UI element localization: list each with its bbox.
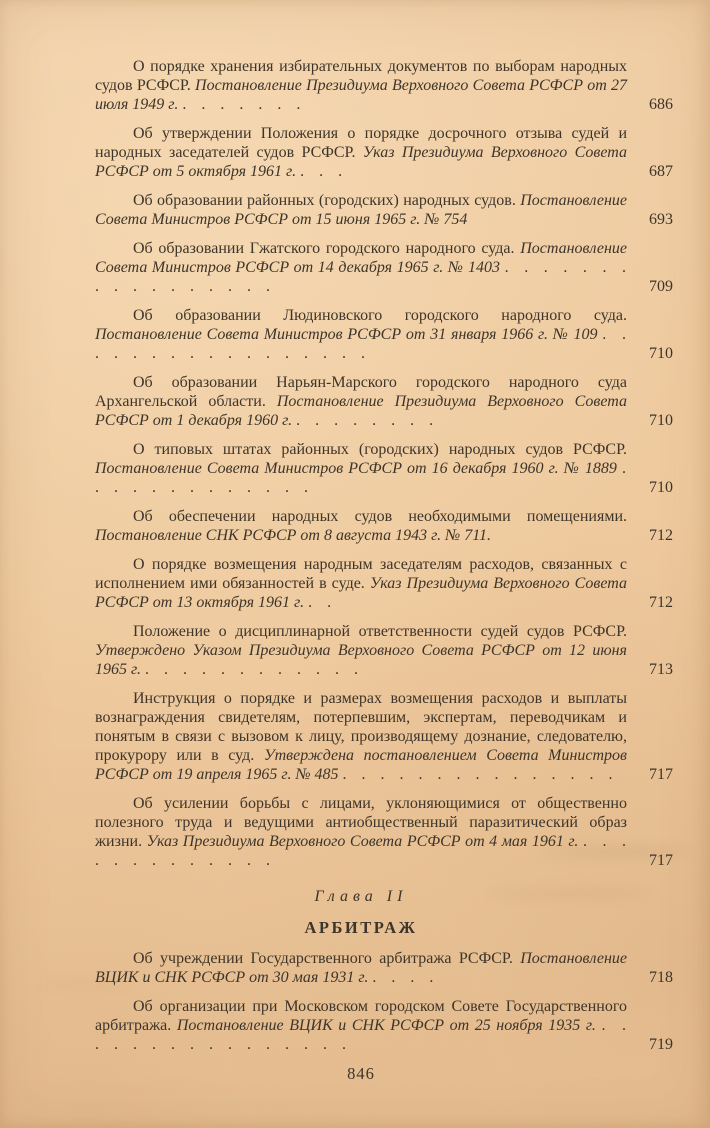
toc-entry [95, 949, 673, 987]
entry-title: Об образовании Нарьян-Марского городского народного суда Архангельской области. [95, 374, 627, 410]
page-number-footer: 846 [347, 1064, 375, 1083]
entry-page-number: 719 [649, 1036, 673, 1053]
entry-title: Об усилении борьбы с лицами, уклоняющимися от общественно полезного труда и ведущими антиобщественный паразитический образ жизни. [95, 795, 627, 850]
entry-citation: Постановление Совета Министров РСФСР от 31 января 1966 г. № 109 [95, 326, 598, 343]
entry-citation: Постановление Совета Министров РСФСР от 15 июня 1965 г. № 754 [95, 192, 628, 228]
dot-leader: . . . . . . . . . . . . . . . [342, 766, 614, 783]
dot-leader: . . . . . . . . [296, 412, 435, 429]
dot-leader: . . . . . . . . . . . . . . . . . [95, 259, 628, 295]
entry-citation: Указ Президиума Верховного Совета РСФСР от 5 октября 1961 г. [95, 144, 628, 180]
entry-title: Положение о дисциплинарной ответственности судей судов РСФСР. [133, 623, 627, 640]
toc-entry [95, 239, 673, 296]
entry-page-number: 686 [649, 96, 673, 113]
entry-page-number: 717 [649, 766, 673, 783]
entry-citation: Постановление ВЦИК и СНК РСФСР от 25 ноября 1935 г. [176, 1017, 596, 1034]
dot-leader: . . . [300, 163, 344, 180]
entry-title: Об обеспечении народных судов необходимыми помещениями. [133, 508, 627, 525]
entry-title: Об образовании районных (городских) народных судов. [133, 192, 516, 209]
entry-title: О порядке возмещения народным заседателям расходов, связанных с исполнением ими обязанностей в суде. [95, 556, 627, 592]
entry-title: О типовых штатах районных (городских) народных судов РСФСР. [133, 441, 627, 458]
entry-title: Об образовании Людиновского городского народного суда. [133, 307, 627, 324]
toc-entry [95, 306, 673, 363]
dot-leader: . . . . . . . . . . . . . [95, 460, 628, 496]
entry-page-number: 718 [649, 969, 673, 986]
entry-citation: Постановление Президиума Верховного Совета РСФСР от 27 июля 1949 г. [95, 77, 627, 113]
toc-content-column [95, 57, 673, 1083]
entry-title: Об учреждении Государственного арбитража РСФСР. [133, 950, 513, 967]
dot-leader: . . . . [372, 969, 435, 986]
toc-entry [95, 794, 673, 870]
entry-citation: Постановление Совета Министров РСФСР от 16 декабря 1960 г. № 1889 [95, 460, 617, 477]
toc-entry [95, 440, 673, 497]
entry-title: Об образовании Гжатского городского народного суда. [133, 240, 515, 257]
chapter-title: АРБИТРАЖ [304, 918, 418, 937]
dot-leader: . . . . . . . . . . . . . . . . . [95, 326, 628, 362]
entry-page-number: 712 [649, 594, 673, 611]
toc-entry [95, 124, 673, 181]
entry-title: О порядке хранения избирательных документов по выборам народных судов РСФСР. [95, 58, 627, 94]
entry-title: Инструкция о порядке и размерах возмещения расходов и выплаты вознаграждения свидетелям, потерпевшим, экспертам, переводчикам и понятым в связи с вызовом к лицу, производящему дознание, следователю, прокурору или в суд. [95, 690, 627, 764]
entry-title: Об утверждении Положения о порядке досрочного отзыва судей и народных заседателей судов РСФСР. [95, 125, 627, 161]
toc-entry [95, 191, 673, 229]
entry-page-number: 713 [649, 661, 673, 678]
entry-citation: Утверждено Указом Президиума Верховного Совета РСФСР от 12 июня 1965 г. [95, 642, 627, 678]
dot-leader: . . . . . . . [182, 96, 302, 113]
toc-entry [95, 622, 673, 679]
entry-page-number: 710 [649, 479, 673, 496]
toc-entry [95, 555, 673, 612]
entry-citation: Утверждена постановлением Совета Министров РСФСР от 19 апреля 1965 г. № 485 [95, 747, 628, 783]
dot-leader: . . [308, 594, 333, 611]
toc-entry [95, 997, 673, 1054]
entry-citation: Указ Президиума Верховного Совета РСФСР от 13 октября 1961 г. [95, 575, 628, 611]
entry-page-number: 717 [649, 852, 673, 869]
entry-page-number: 709 [649, 278, 673, 295]
entry-page-number: 710 [649, 412, 673, 429]
entry-page-number: 710 [649, 345, 673, 362]
entry-citation: Постановление Президиума Верховного Совета РСФСР от 1 декабря 1960 г. [95, 393, 628, 429]
entry-citation: Постановление СНК РСФСР от 8 августа 1943 г. № 711. [95, 527, 492, 544]
chapter-label: Глава II [314, 888, 408, 905]
entry-page-number: 687 [649, 163, 673, 180]
entry-citation: Постановление ВЦИК и СНК РСФСР от 30 мая 1931 г. [95, 950, 628, 986]
toc-entry [95, 57, 673, 114]
dot-leader: . . . . . . . . . . . . . [95, 833, 628, 869]
entry-citation: Постановление Совета Министров РСФСР от 14 декабря 1965 г. № 1403 [95, 240, 627, 276]
entry-page-number: 712 [649, 527, 673, 544]
entry-title: Об организации при Московском городском Совете Государственного арбитража. [95, 998, 627, 1034]
entry-page-number: 693 [649, 211, 673, 228]
toc-entry [95, 373, 673, 430]
toc-entry [95, 507, 673, 545]
toc-entry [95, 689, 673, 784]
entry-citation: Указ Президиума Верховного Совета РСФСР от 4 мая 1961 г. [146, 833, 579, 850]
dot-leader: . . . . . . . . . . . . . . . . [95, 1017, 628, 1053]
dot-leader: . . . . . . . . . . . . [145, 661, 360, 678]
chapter-heading [95, 887, 627, 937]
